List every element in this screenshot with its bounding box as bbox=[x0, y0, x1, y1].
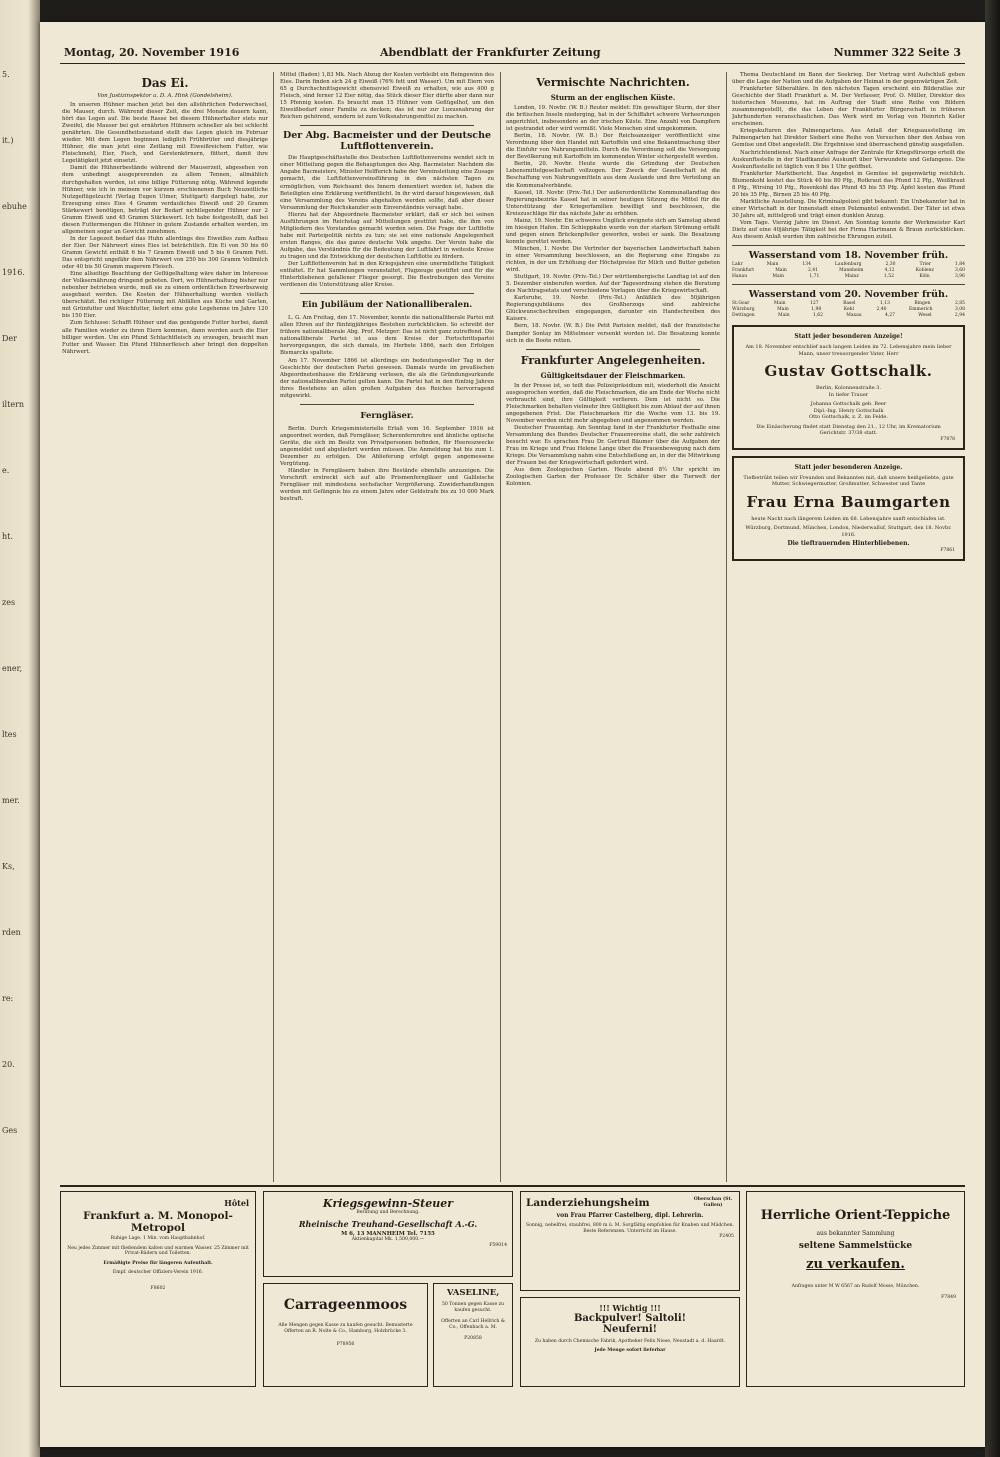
section-headline: Vermischte Nachrichten. bbox=[536, 76, 690, 89]
ad-code: P78956 bbox=[336, 1342, 355, 1348]
article-paragraph: Händler in Ferngläsern haben ihre Bestände ebenfalls anzuzeigen. Die Vorschrift erstreckt sich auf alle Prismenferngläser und Galileische Ferngläser mit mindestens sechsfacher Vergrößerung. Zuwiderhandlungen werden mit Gefängnis bis zu einem Jahre oder Geldstrafe bis zu 10 000 Mark bestraft. bbox=[280, 468, 494, 503]
water-level-table bbox=[732, 301, 965, 319]
water-level-cell: 1,13 bbox=[879, 301, 890, 307]
ad-text: M 6, 13 MANNHEIM Tel. 7155 bbox=[341, 1230, 435, 1237]
obituary-notice bbox=[732, 325, 965, 450]
article-paragraph: Die Hauptgeschäftsstelle des Deutschen Luftflottenvereins wendet sich in einer Mitteilung gegen die Behauptungen des Abg. Bacmeister. Nachdem die Angabe Bacmeisters, Minister Helfferich habe der Vereinsleitung eine Zusage gemacht, die Luftflottenvereinsführung in den nächsten Tagen zu ermöglichen, vom Reichsamt des Innern dementiert worden ist, haben die Beteiligten eine Erklärung veröffentlicht. In ihr wird darauf hingewiesen, daß eine Versammlung des Vereins abgehalten werden sollte, daß aber dieser Versammlung der Reichskanzler sein Einverständnis versagt habe. bbox=[280, 155, 494, 211]
article-paragraph: Nachrichtendienst. Nach einer Anfrage der Zentrale für Kriegsfürsorge erteilt die Auskunftsstelle in der Stadtkanzlei Auskunft über Verwundete und Gefangene. Die Auskunftsstelle ist täglich von 9 bis 1 Uhr geöffnet. bbox=[732, 149, 965, 170]
article-subhead: Sturm an der englischen Küste. bbox=[550, 93, 676, 102]
water-level-cell: Dettingen bbox=[732, 313, 755, 319]
water-level-cell: 4,12 bbox=[884, 268, 895, 274]
notice-name: Gustav Gottschalk. bbox=[764, 362, 933, 381]
water-level-cell: 1,62 bbox=[812, 313, 823, 319]
article-paragraph: In unseren Hühner machen jetzt bei den allsührlichen Federwechsel, die Mauser, durch. Während dieser Zeit, die drei Monate dauern kann, hört das Legen auf. Die beste Rasse bei diesem Hühnerhalter stets nur Zweifel, die Mauser bei gut ernährten Hühnern schneller als bei schlecht genährten. Die Gesundheitszustand stellt das Legen gleich im Februar wieder. Mit dem Legen beginnen lediglich Frühbrüter und diesjährige Hühner, die man jetzt eine Zeitlang mit Eiweißreichem Futter, wie Fleischmehl, Eier, Fisch, und Gerstenkörnern, füttert, damit ihre Legetätigkeit jetzt einsetzt. bbox=[62, 102, 268, 165]
ad-code: F7849 bbox=[941, 1295, 956, 1301]
article-paragraph: London, 19. Novbr. (W. B.) Reuter meldet: Ein gewaltiger Sturm, der über die britischen Inseln niederging, hat in der Schiffahrt schwere Verheerungen angerichtet, insbesondere an der irischen Küste. Eine Anzahl von Dampfern ist gestrandet oder wird vermißt. Viele Menschen sind umgekommen. bbox=[506, 105, 720, 133]
notice-signer: Otto Gottschalk, z. Z. im Felde. bbox=[809, 414, 888, 421]
ad-headline: Backpulver! Saltoli! bbox=[573, 1313, 687, 1324]
notice-mourning: In tiefer Trauer bbox=[828, 391, 869, 398]
notice-header: Statt jeder besonderen Anzeige. bbox=[794, 463, 903, 471]
adjacent-page-fragment: Ks, bbox=[2, 862, 15, 871]
article-paragraph: Kriegskulturen des Palmengartens. Aus Anlaß der Kriegsausstellung im Palmengarten hat Direktor Siebert eine Reihe von Versuchen über den Anbau von Gemüse und Obst angestellt. Die Ergebnisse sind überraschend günstig ausgefallen. bbox=[732, 128, 965, 149]
ad-code: P20858 bbox=[464, 1336, 482, 1342]
adjacent-page-fragment: mer. bbox=[2, 796, 20, 805]
article-paragraph: Berlin. Durch Kriegsministerielle Erlaß vom 16. September 1916 ist angeordnet worden, daß Ferngläser, Scherenfernrohre und ähnliche optische Geräte, die sich im Besitz von Privatpersonen befinden, für Heereszwecke angemeldet und abgeliefert werden müssen. Die Anmeldung hat bis zum 1. Dezember zu erfolgen. Die Ablieferung erfolgt gegen angemessene Vergütung. bbox=[280, 425, 494, 468]
water-level-cell: Koblenz bbox=[915, 268, 934, 274]
article-column-1 bbox=[62, 72, 268, 1182]
water-level-cell: 2,94 bbox=[954, 313, 965, 319]
article-column-3 bbox=[506, 72, 720, 1182]
ad-text: 50 Tonnen gegen Kasse zu kaufen gesucht. bbox=[441, 1302, 504, 1313]
ad-headline: Neuferni! bbox=[602, 1324, 658, 1335]
notice-name: Frau Erna Baumgarten bbox=[746, 492, 951, 511]
article-paragraph: Karlsruhe, 19. Novbr. (Priv.-Tel.) Anläßlich des 50jährigen Regierungsjubiläums des Großherzogs sind zahlreiche Glückwunschschreiben eingegangen, darunter ein Handschreiben des Kaisers. bbox=[506, 295, 720, 323]
ad-text: Ruhige Lage. 1 Min. vom Hauptbahnhof. bbox=[110, 1236, 206, 1241]
ad-headline: zu verkaufen. bbox=[806, 1256, 905, 1272]
water-level-title: Wasserstand vom 18. November früh. bbox=[748, 250, 949, 262]
ad-headline: Kriegsgewinn-Steuer bbox=[322, 1197, 454, 1210]
adjacent-page-fragment: Der bbox=[2, 334, 17, 343]
adjacent-page-fragment: 1916. bbox=[2, 268, 25, 277]
ad-code: F59014 bbox=[489, 1242, 507, 1248]
water-level-cell: 2,41 bbox=[807, 268, 818, 274]
school-advertisement bbox=[520, 1191, 740, 1291]
ad-headline: Carrageenmoos bbox=[283, 1297, 408, 1313]
notice-signer: Dipl.-Ing. Henry Gottschalk bbox=[813, 407, 884, 414]
notice-text: Tiefbetrübt teilen wir Freunden und Bekannten mit, daß unsere heißgeliebte, gute Mutter, Schwiegermutter, Großmutter, Schwester und Tante bbox=[743, 474, 954, 488]
water-level-cell: Hanau bbox=[732, 274, 748, 280]
water-level-cell: Main bbox=[777, 307, 789, 313]
water-level-cell: 1,71 bbox=[809, 274, 820, 280]
ad-text: aus bekannter Sammlung bbox=[816, 1230, 895, 1237]
article-paragraph: Frankfurter Silberaltäre. In den nächsten Tagen erscheint ein Bilderatlas zur Geschichte der Stadt Frankfurt a. M. Der Verfasser, Prof. O. Müller, Direktor des historischen Museums, hat im Auftrag der Stadt eine Reihe von Bildern zusammengestellt, die das Leben der Frankfurter Bürgerschaft in früheren Jahrhunderten veranschaulichen. Das Werk wird im Verlag von Heinrich Keller erscheinen. bbox=[732, 86, 965, 128]
water-level-cell: Lahr bbox=[732, 262, 743, 268]
article-paragraph: Hierzu hat der Abgeordnete Bacmeister erklärt, daß er sich bei seinen Ausführungen im Reichstag auf Mitteilungen gestützt habe, die ihm von Mitgliedern des Vorstandes gemacht worden seien. Die Frage der Luftflotte habe mit Parteipolitik nichts zu tun; sie sei eine nationale Angelegenheit ersten Ranges, die das ganze deutsche Volk angehe. Der Verein habe die Aufgabe, das Verständnis für die Bedeutung der Luftfahrt in weiteste Kreise zu tragen und die Entwicklung der deutschen Luftflotte zu fördern. bbox=[280, 211, 494, 260]
article-paragraph: Mittel (Baden) 1,83 Mk. Nach Abzug der Kosten verbleibt ein Reingewinn des Eies. Darin finden sich 24 g Eiweiß (76% fett und Wasser). Um mit Eiern von 65 g Durchschnittsgewicht ebensoviel Eiweiß zu erhalten, wie aus 400 g Fleisch, sind ferner 12 Eier nötig, das Stück dieser Eier dürfte aber dann nur 15 Pfennig kosten. Es braucht man 15 Hühner vom Geflügelhof, um den Eiweißbedarf einer Familie zu decken; das ist nur zur Luxusnahrung der Reichen gehörend, sondern ist zum Volksnahrungsmittel zu machen. bbox=[280, 72, 494, 121]
water-level-cell: Basel bbox=[843, 301, 856, 307]
binding-shadow bbox=[985, 0, 1000, 1457]
article-column-4 bbox=[732, 72, 965, 1182]
hotel-advertisement bbox=[60, 1191, 256, 1387]
ad-text: Oberschan (St. Gallen) bbox=[693, 1197, 733, 1208]
adjacent-page-fragment: zes bbox=[2, 598, 16, 607]
article-paragraph: L. G. Am Freitag, den 17. November, konnte die nationalliberale Partei mit allen Ehren auf ihr fünfzigjähriges Bestehen zurückblicken. So schreibt der frühere nationalliberale Abg. Prof. Metzger: Das ist nicht ganz zutreffend. Die nationalliberale Partei ist aus dem Kreise der Fortschrittspartei hervorgegangen, die sich damals, im Herbste 1866, nach den Erfolgen Bismarcks spaltete. bbox=[280, 315, 494, 357]
ad-text: Ermäßigte Preise für längeren Aufenthalt. bbox=[103, 1260, 213, 1266]
article-paragraph: Marktliche Ausstellung. Die Kriminalpolizei gibt bekannt: Ein Unbekannter hat in einer Wirtschaft in der Innenstadt einen Pelzmantel entwendet. Der Täter ist etwa 30 Jahre alt, mittelgroß und trägt einen dunklen Anzug. bbox=[732, 198, 965, 219]
notice-code: F7861 bbox=[940, 547, 955, 553]
column-rule bbox=[500, 72, 501, 1182]
notice-text: Am 18. November entschlief nach langem Leiden im 72. Lebensjahre mein lieber Mann, unser treusorgender Vater, Herr bbox=[745, 344, 952, 357]
ad-text: von Frau Pfarrer Castelberg, dipl. Lehrerin. bbox=[556, 1212, 704, 1219]
adjacent-page-fragment: ebuhe bbox=[2, 202, 27, 211]
water-level-cell: 3,96 bbox=[954, 274, 965, 280]
water-level-row bbox=[732, 313, 965, 319]
water-level-cell: Frankfurt bbox=[732, 268, 755, 274]
water-level-title: Wasserstand vom 20. November früh. bbox=[748, 289, 949, 301]
newspaper-page bbox=[40, 22, 985, 1447]
water-level-cell: Main bbox=[772, 274, 785, 280]
water-level-cell: St.Goar bbox=[732, 301, 750, 307]
ad-text: Zu haben durch Chemische Fabrik, Apotheker Felix Niese, Neustadt a. d. Haardt. bbox=[534, 1339, 726, 1344]
tax-advertisement bbox=[263, 1191, 513, 1277]
article-paragraph: Berlin, 20. Novbr. Heute wurde die Gründung der Deutschen Lebensmittelgesellschaft vollzogen. Der Zweck der Gesellschaft ist die Beschaffung von Nahrungsmitteln aus dem Auslande und ihre Verteilung an die Kommunalverbände. bbox=[506, 161, 720, 189]
water-level-cell: Main bbox=[777, 313, 790, 319]
article-headline: Ferngläser. bbox=[360, 410, 414, 421]
ad-text: Alle Mengen gegen Kasse zu kaufen gesucht. Bemusterte Offerten an R. Nolte & Co., Hamburg, Holzbrücke 3. bbox=[278, 1323, 413, 1334]
notice-signoff: Die tieftrauernden Hinterbliebenen. bbox=[787, 540, 910, 548]
article-paragraph: Zum Schlusse: Schafft Hühner und das genügende Futter herbei, damit alle Familien wieder zu ihren Eiern kommen, dann werden auch die Eier billiger werden. Um ein Pfund Schlachtfleisch zu erzeugen, braucht man Futter und Wasser. Ein Pfund Hühnerfleisch aber bringt den doppelten Nährwert. bbox=[62, 320, 268, 355]
adjacent-page-fragment: ltes bbox=[2, 730, 17, 739]
article-paragraph: Berlin, 18. Novbr. (W. B.) Der Reichsanzeiger veröffentlicht eine Verordnung über den Handel mit Kartoffeln und eine Bekanntmachung über die Einfuhr von Nahrungsmitteln. Durch die Verordnung soll die Versorgung der Bevölkerung mit Kartoffeln im kommenden Winter sichergestellt werden. bbox=[506, 133, 720, 161]
water-level-table bbox=[732, 262, 965, 280]
ad-headline: Herrliche Orient-Teppiche bbox=[760, 1208, 951, 1223]
notice-text: heute Nacht nach längerem Leiden im 68. Lebensjahre sanft entschlafen ist. bbox=[751, 515, 946, 522]
obituary-notice bbox=[732, 456, 965, 561]
article-paragraph: Thema Deutschland im Bann der Seekrieg. Der Vortrag wird Aufschluß geben über die Lage der Nation und die Aufgaben der Heimat in der gegenwärtigen Zeit. bbox=[732, 72, 965, 86]
article-paragraph: Mainz, 19. Novbr. Ein schweres Unglück ereignete sich am Samstag abend im hiesigen Hafen. Ein Schleppkahn wurde von der starken Strömung erfaßt und gegen einen Brückenpfeiler geworfen, wobei er sank. Die Besatzung konnte gerettet werden. bbox=[506, 217, 720, 245]
water-level-cell: 4,27 bbox=[884, 313, 895, 319]
water-level-cell: Emmerich bbox=[908, 307, 933, 313]
water-level-cell: Main bbox=[773, 301, 786, 307]
article-column-2 bbox=[280, 72, 494, 1182]
adjacent-page-fragment: rden bbox=[2, 928, 21, 937]
masthead-page-number: Nummer 322 Seite 3 bbox=[833, 46, 961, 59]
water-level-cell: Kehl bbox=[843, 307, 855, 313]
ad-text: seltene Sammelstücke bbox=[798, 1240, 913, 1251]
article-paragraph: Frankfurter Marktbericht. Das Angebot in Gemüse ist gegenwärtig reichlich. Blumenkohl kostet das Stück 40 bis 80 Pfg., Rotkraut das Pfund 12 Pfg., Weißkraut 8 Pfg., Wirsing 10 Pfg., Rosenkohl das Pfund 45 bis 55 Pfg. Äpfel kosten das Pfund 20 bis 35 Pfg., Birnen 25 bis 40 Pfg. bbox=[732, 170, 965, 198]
ad-text: Empf. deutscher Offiziers-Verein 1916. bbox=[112, 1270, 204, 1276]
notice-place: Berlin, Kolonnenstraße 3. bbox=[815, 385, 882, 392]
water-level-cell: Köln bbox=[919, 274, 930, 280]
water-level-cell: Mannheim bbox=[839, 268, 864, 274]
article-paragraph: Aus dem Zoologischen Garten. Heute abend 8½ Uhr spricht im Zoologischen Garten der Professor Dr. Schäfer über die Tierwelt der Kolonien. bbox=[506, 467, 720, 488]
article-paragraph: Der Luftflottenverein hat in den Kriegsjahren eine unermüdliche Tätigkeit entfaltet. Er hat Sammlungen veranstaltet, Flugzeuge gestiftet und für die Hinterbliebenen gefallener Flieger gesorgt. Die Bestrebungen des Vereins verdienen die Unterstützung aller Kreise. bbox=[280, 261, 494, 289]
ad-text: Beratung und Berechnung. bbox=[356, 1210, 420, 1215]
column-rule bbox=[726, 72, 727, 1182]
adjacent-page-fragment: iltern bbox=[2, 400, 25, 409]
masthead-date: Montag, 20. November 1916 bbox=[64, 46, 240, 59]
adjacent-page-edge bbox=[0, 0, 40, 1457]
article-paragraph: Deutscher Frauentag. Am Sonntag fand in der Frankfurter Festhalle eine Versammlung des Bundes Deutscher Frauenvereine statt, die sehr zahlreich besucht war. Es sprachen Frau Dr. Gertrud Bäumer über die Aufgaben der Frau im Kriege und Frau Helene Lange über die Frauenbewegung nach dem Kriege. Die Versammlung nahm eine Entschließung an, in der die Mitwirkung der Frauen bei der Kriegswirtschaft gefordert wird. bbox=[506, 424, 720, 467]
notice-code: F7878 bbox=[940, 436, 955, 442]
water-level-cell: Trier bbox=[919, 262, 931, 268]
adjacent-page-fragment: re: bbox=[2, 994, 14, 1003]
adjacent-page-fragment: 20. bbox=[2, 1060, 15, 1069]
notice-places: Würzburg, Dortmund, München, London, Niederwalluf, Stuttgart, den 18. Novbr. 1916. bbox=[745, 525, 952, 538]
water-level-cell: 1,52 bbox=[884, 274, 895, 280]
ad-code: P2405 bbox=[719, 1234, 734, 1240]
article-paragraph: Bern, 18. Novbr. (W. B.) Die Petit Parisien meldet, daß der französische Dampfer Sontay im Mittelmeer versenkt worden ist. Die Besatzung konnte sich in die Boote retten. bbox=[506, 323, 720, 344]
water-level-cell: 2,85 bbox=[954, 301, 965, 307]
water-level-cell: Main bbox=[766, 262, 779, 268]
article-paragraph: Kassel, 18. Novbr. (Priv.-Tel.) Der außerordentliche Kommunallandtag des Regierungsbezirks Kassel hat in seiner heutigen Sitzung die Mittel für die Unterstützung der Kriegerfamilien bewilligt und beschlossen, die Kreiszuschläge für das nächste Jahr zu erhöhen. bbox=[506, 189, 720, 217]
section-headline: Frankfurter Angelegenheiten. bbox=[520, 353, 706, 367]
water-level-cell: 134 bbox=[802, 262, 811, 268]
notice-header: Statt jeder besonderen Anzeige! bbox=[794, 333, 903, 341]
adjacent-page-fragment: it.) bbox=[2, 136, 14, 145]
water-level-cell: Maxau bbox=[846, 313, 862, 319]
advertisement-band bbox=[60, 1185, 965, 1395]
carrageen-advertisement bbox=[263, 1283, 428, 1387]
article-subhead: Gültigkeitsdauer der Fleischmarken. bbox=[540, 370, 686, 380]
ad-headline: Frankfurt a. M. Monopol-Metropol bbox=[83, 1210, 233, 1234]
adjacent-page-fragment: 5. bbox=[2, 70, 10, 79]
ad-text: Sonnig, nebelfrei, staubfrei, 800 m ü. M. Sorgfältig empfohlen für Knaben und Mädchen. Beste Referenzen. Unterricht im Hause. bbox=[526, 1223, 734, 1234]
adjacent-page-fragment: Ges bbox=[2, 1126, 18, 1135]
water-level-cell: 1,84 bbox=[954, 262, 965, 268]
baking-powder-advertisement bbox=[520, 1297, 740, 1387]
ad-text: Aktienkapital Mk. 1,500,000.— bbox=[351, 1237, 425, 1243]
adjacent-page-fragment: ht. bbox=[2, 532, 13, 541]
masthead bbox=[60, 42, 965, 64]
column-rule bbox=[273, 72, 274, 1182]
ad-text: Jede Menge sofort lieferbar bbox=[594, 1347, 666, 1353]
water-level-cell: 2,40 bbox=[876, 307, 887, 313]
article-paragraph: München, 1. Novbr. Die Vertreter der bayerischen Landwirtschaft haben in einer Versammlung beschlossen, an die Regierung eine Eingabe zu richten, in der um Erhöhung der Höchstpreise für Milch und Butter gebeten wird. bbox=[506, 245, 720, 274]
adjacent-page-fragment: ener, bbox=[2, 664, 23, 673]
water-level-cell: 1,98 bbox=[811, 307, 822, 313]
article-paragraph: Damit die Hühnerbestände während der Mauserzeit, abgesehen von dem unbedingt ausgeprerenden zu allem Tennen, allmählich durchgehalten werden, ist eine billige Fütterung nötig. Während legende Hühner, wie ich in meinem vor kurzem erschienenen Buch Neuzeitliche Nutzgeflügelzucht (Verlag Eugen Ulmer, Stuttgart) dargelegt habe, zur Erzeugung eines Eies 4 Gramm verdauliches Eiweiß und 20 Gramm Stärkewert benötigen, beträgt der Bedarf nichtlegender Hühner nur 2 Gramm Eiweiß und 45 Gramm Stärkewert. Ich habe festgestellt, daß bei diesen Futtermengen die Hühner in gutem Zustande erhalten werden, im allgemeinen sogar an Gewicht zunehmen. bbox=[62, 165, 268, 235]
ad-headline: Landerziehungsheim bbox=[526, 1197, 650, 1209]
article-paragraph: In der Presse ist, so teilt das Polizeipräsidium mit, wiederholt die Ansicht ausgesprochen worden, daß die Fleischmarken, die am Ende der Woche nicht verbraucht sind, ihre Gültigkeit verlieren. Dem ist nicht so. Die Fleischmarken behalten vielmehr ihre Gültigkeit bis zum Ablauf der auf ihnen angegebenen Frist. Die Fleischmarken für die Woche vom 13. bis 19. November werden nicht mehr abgegeben und angenommen werden. bbox=[506, 382, 720, 424]
article-paragraph: Am 17. November 1866 ist allerdings ein bedeutungsvoller Tag in der Geschichte der deutschen Partei gewesen. Damals wurde im preußischen Abgeordnetenhause die Erklärung verlesen, die als die Gründungsurkunde der nationalliberalen Partei gelten kann. Die Partei hat in den fünfzig Jahren ihres Bestehens an allen großen Aufgaben des Reiches hervorragend mitgewirkt. bbox=[280, 357, 494, 399]
notice-funeral: Die Einäscherung findet statt Dienstag den 21., 12 Uhr, im Krematorium Gerichtstr. 37/38 statt. bbox=[756, 423, 941, 437]
ad-text: Anfragen unter M W 6567 an Rudolf Mosse, München. bbox=[791, 1283, 920, 1289]
water-level-cell: 3,60 bbox=[954, 268, 965, 274]
article-headline: Das Ei. bbox=[141, 76, 189, 90]
article-paragraph: Vom Tage. Vierzig Jahre im Dienst. Am Sonntag konnte der Werkmeister Karl Dietz auf eine 40jährige Tätigkeit bei der Firma Hartmann & Braun zurückblicken. Aus diesem Anlaß wurden ihm zahlreiche Ehrungen zuteil. bbox=[732, 219, 965, 241]
water-level-cell: 2,30 bbox=[885, 262, 896, 268]
article-paragraph: Stuttgart, 19. Novbr. (Priv.-Tel.) Der württembergische Landtag ist auf den 5. Dezember einberufen worden. Auf der Tagesordnung stehen die Beratung des Nachtragsetats und verschiedene Vorlagen über die Kriegswirtschaft. bbox=[506, 274, 720, 295]
water-level-row bbox=[732, 274, 965, 280]
water-level-cell: Laufenburg bbox=[834, 262, 862, 268]
water-level-cell: 127 bbox=[810, 301, 819, 307]
water-level-cell: Würzburg bbox=[732, 307, 755, 313]
water-level-cell: Bingen bbox=[914, 301, 931, 307]
ad-text: !!! Wichtig !!! bbox=[599, 1303, 661, 1313]
masthead-paper-title: Abendblatt der Frankfurter Zeitung bbox=[380, 46, 601, 59]
ad-code: F8602 bbox=[150, 1285, 166, 1291]
water-level-cell: Main bbox=[775, 268, 787, 274]
article-byline: Von Justizinspektor a. D. A. Hink (Gondelsheim). bbox=[97, 93, 233, 99]
ad-text: Neu jedes Zimmer mit fließendem kalten und warmen Wasser. 25 Zimmer mit Privat-Bädern und Toiletten. bbox=[67, 1245, 249, 1257]
ad-headline: VASELINE, bbox=[446, 1288, 500, 1298]
article-paragraph: Eine allseitige Beachtung der Geflügelhaltung wäre daher im Interesse der Volksernährung dringend geboten. Dort, wo Hühnerhaltung bisher nur nebenher betrieben wurde, muß sie zu einem ordentlichen Erwerbszweig ausgebaut werden. Die Kosten der Hühnerhaltung werden vielfach überschätzt. Bei richtiger Fütterung mit Abfällen aus Küche und Garten, mit Grünfutter und Weichfutter, liefert eine gute Legehenne im Jahre 120 bis 150 Eier. bbox=[62, 271, 268, 320]
water-level-cell: Mainz bbox=[844, 274, 859, 280]
water-level-cell: 3,08 bbox=[954, 307, 965, 313]
notice-signer: Johanna Gottschalk geb. Beer bbox=[810, 401, 887, 408]
article-paragraph: In der Legezeit bedarf das Huhn allerdings des Eiweißes zum Aufbau der Eier. Der Nährwert eines Eies ist beträchtlich. Ein Ei von 50 bis 60 Gramm Gewicht enthält 6 bis 7 Gramm Eiweiß und 5 bis 6 Gramm Fett. Das entspricht ungefähr dem Nährwert von 250 bis 300 Gramm Vollmilch oder 40 bis 50 Gramm magerem Fleisch. bbox=[62, 235, 268, 271]
carpet-advertisement bbox=[746, 1191, 965, 1387]
ad-text: Offerten an Carl Hellrich & Co., Offenbach a. M. bbox=[441, 1319, 505, 1330]
article-headline: Ein Jubiläum der Nationalliberalen. bbox=[301, 300, 473, 311]
adjacent-page-fragment: e. bbox=[2, 466, 10, 475]
ad-text: Hôtel bbox=[224, 1198, 249, 1208]
ad-text: Rheinische Treuhand-Gesellschaft A.-G. bbox=[298, 1218, 478, 1229]
water-level-cell: Wesel bbox=[918, 313, 932, 319]
vaseline-advertisement bbox=[433, 1283, 513, 1387]
article-headline: Der Abg. Bacmeister und der Deutsche Luftflottenverein. bbox=[282, 130, 492, 153]
